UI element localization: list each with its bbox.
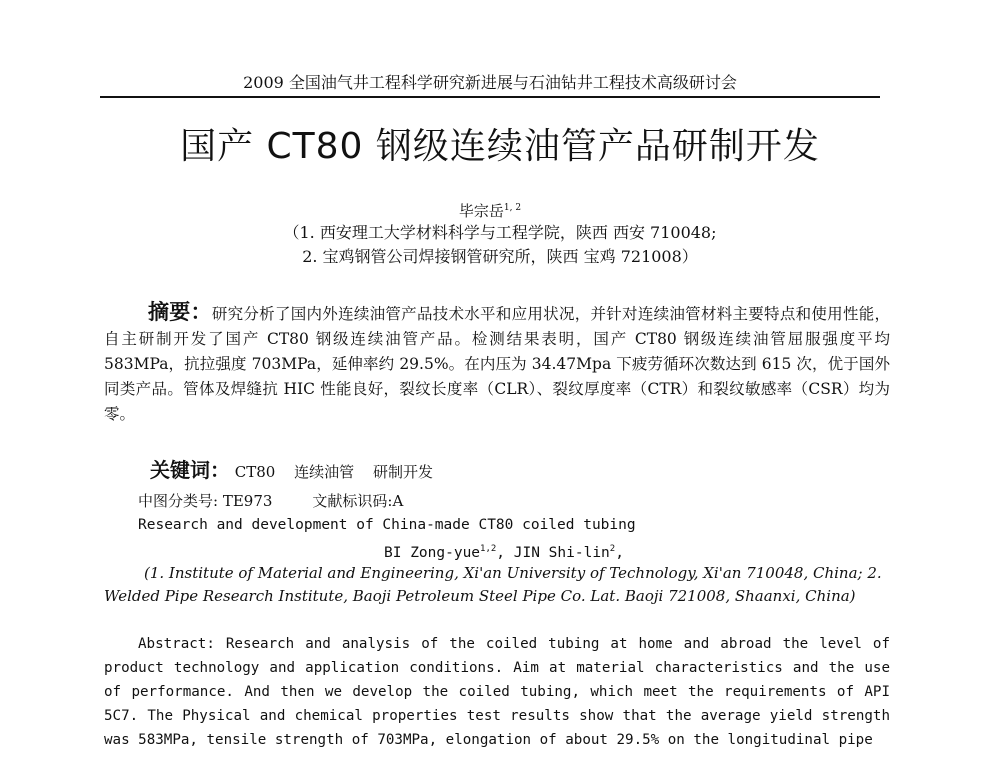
author-line	[0, 198, 980, 221]
english-authors-trailing: ,	[615, 544, 624, 561]
keyword-item: 研制开发	[372, 463, 433, 481]
english-author-2-marks: 2	[609, 544, 616, 554]
classification-line	[138, 490, 403, 512]
conference-header-text: 2009 全国油气井工程科学研究新进展与石油钻井工程技术高级研讨会	[243, 73, 737, 92]
english-affiliation-text: (1. Institute of Material and Engineering, Xi'an University of Technology, Xi'an 710048, China; 2. Welded Pipe Research Institute, Baoji Petroleum Steel Pipe Co. Lat. Baoji 721008, Shaanxi, China)	[104, 564, 882, 605]
affiliation-1: （1. 西安理工大学材料科学与工程学院，陕西 西安 710048;	[283, 223, 717, 242]
abstract-cn-text: 研究分析了国内外连续油管产品技术水平和应用状况，并针对连续油管材料主要特点和使用性能，自主研制开发了国产 CT80 钢级连续油管产品。检测结果表明，国产 CT80 钢级连续油管屈服强度平均 583MPa，抗拉强度 703MPa，延伸率约 29.5%。在内压为 34.47Mpa 下疲劳循环次数达到 615 次，优于国外同类产品。管体及焊缝抗 HIC 性能良好，裂纹长度率（CLR）、裂纹厚度率（CTR）和裂纹敏感率（CSR）均为零。	[104, 305, 890, 423]
english-affiliation	[104, 562, 890, 608]
english-author-1-marks: 1,2	[480, 544, 497, 554]
abstract-cn	[104, 300, 890, 427]
english-title: Research and development of China-made CT80 coiled tubing	[138, 517, 636, 533]
keywords-label: 关键词：	[150, 458, 230, 482]
clc-number: 中图分类号: TE973	[138, 492, 273, 510]
keywords	[150, 458, 447, 484]
author-name: 毕宗岳	[458, 202, 504, 220]
abstract-cn-label: 摘要：	[148, 300, 212, 324]
english-authors	[384, 538, 624, 564]
english-abstract-text: Abstract: Research and analysis of the coiled tubing at home and abroad the level of product technology and application conditions. Aim at material characteristics and the use of performance. And then we develop the coiled tubing, which meet the requirements of API 5C7. The Physical and chemical properties test results show that the average yield strength was 583MPa, tensile strength of 703MPa, elongation of about 29.5% on the longitudinal pipe	[104, 636, 890, 748]
doc-code: 文献标识码:A	[312, 492, 404, 510]
paper-title: 国产 CT80 钢级连续油管产品研制开发	[180, 126, 820, 167]
english-abstract	[104, 632, 890, 752]
author-marks: 1, 2	[503, 203, 522, 213]
keyword-item: CT80	[234, 463, 276, 481]
keyword-item: 连续油管	[294, 463, 355, 481]
english-author-2: , JIN Shi-lin	[496, 544, 610, 561]
english-author-1: BI Zong-yue	[384, 544, 481, 561]
conference-header	[100, 70, 880, 98]
affiliation-2: 2. 宝鸡钢管公司焊接钢管研究所，陕西 宝鸡 721008）	[302, 247, 698, 266]
